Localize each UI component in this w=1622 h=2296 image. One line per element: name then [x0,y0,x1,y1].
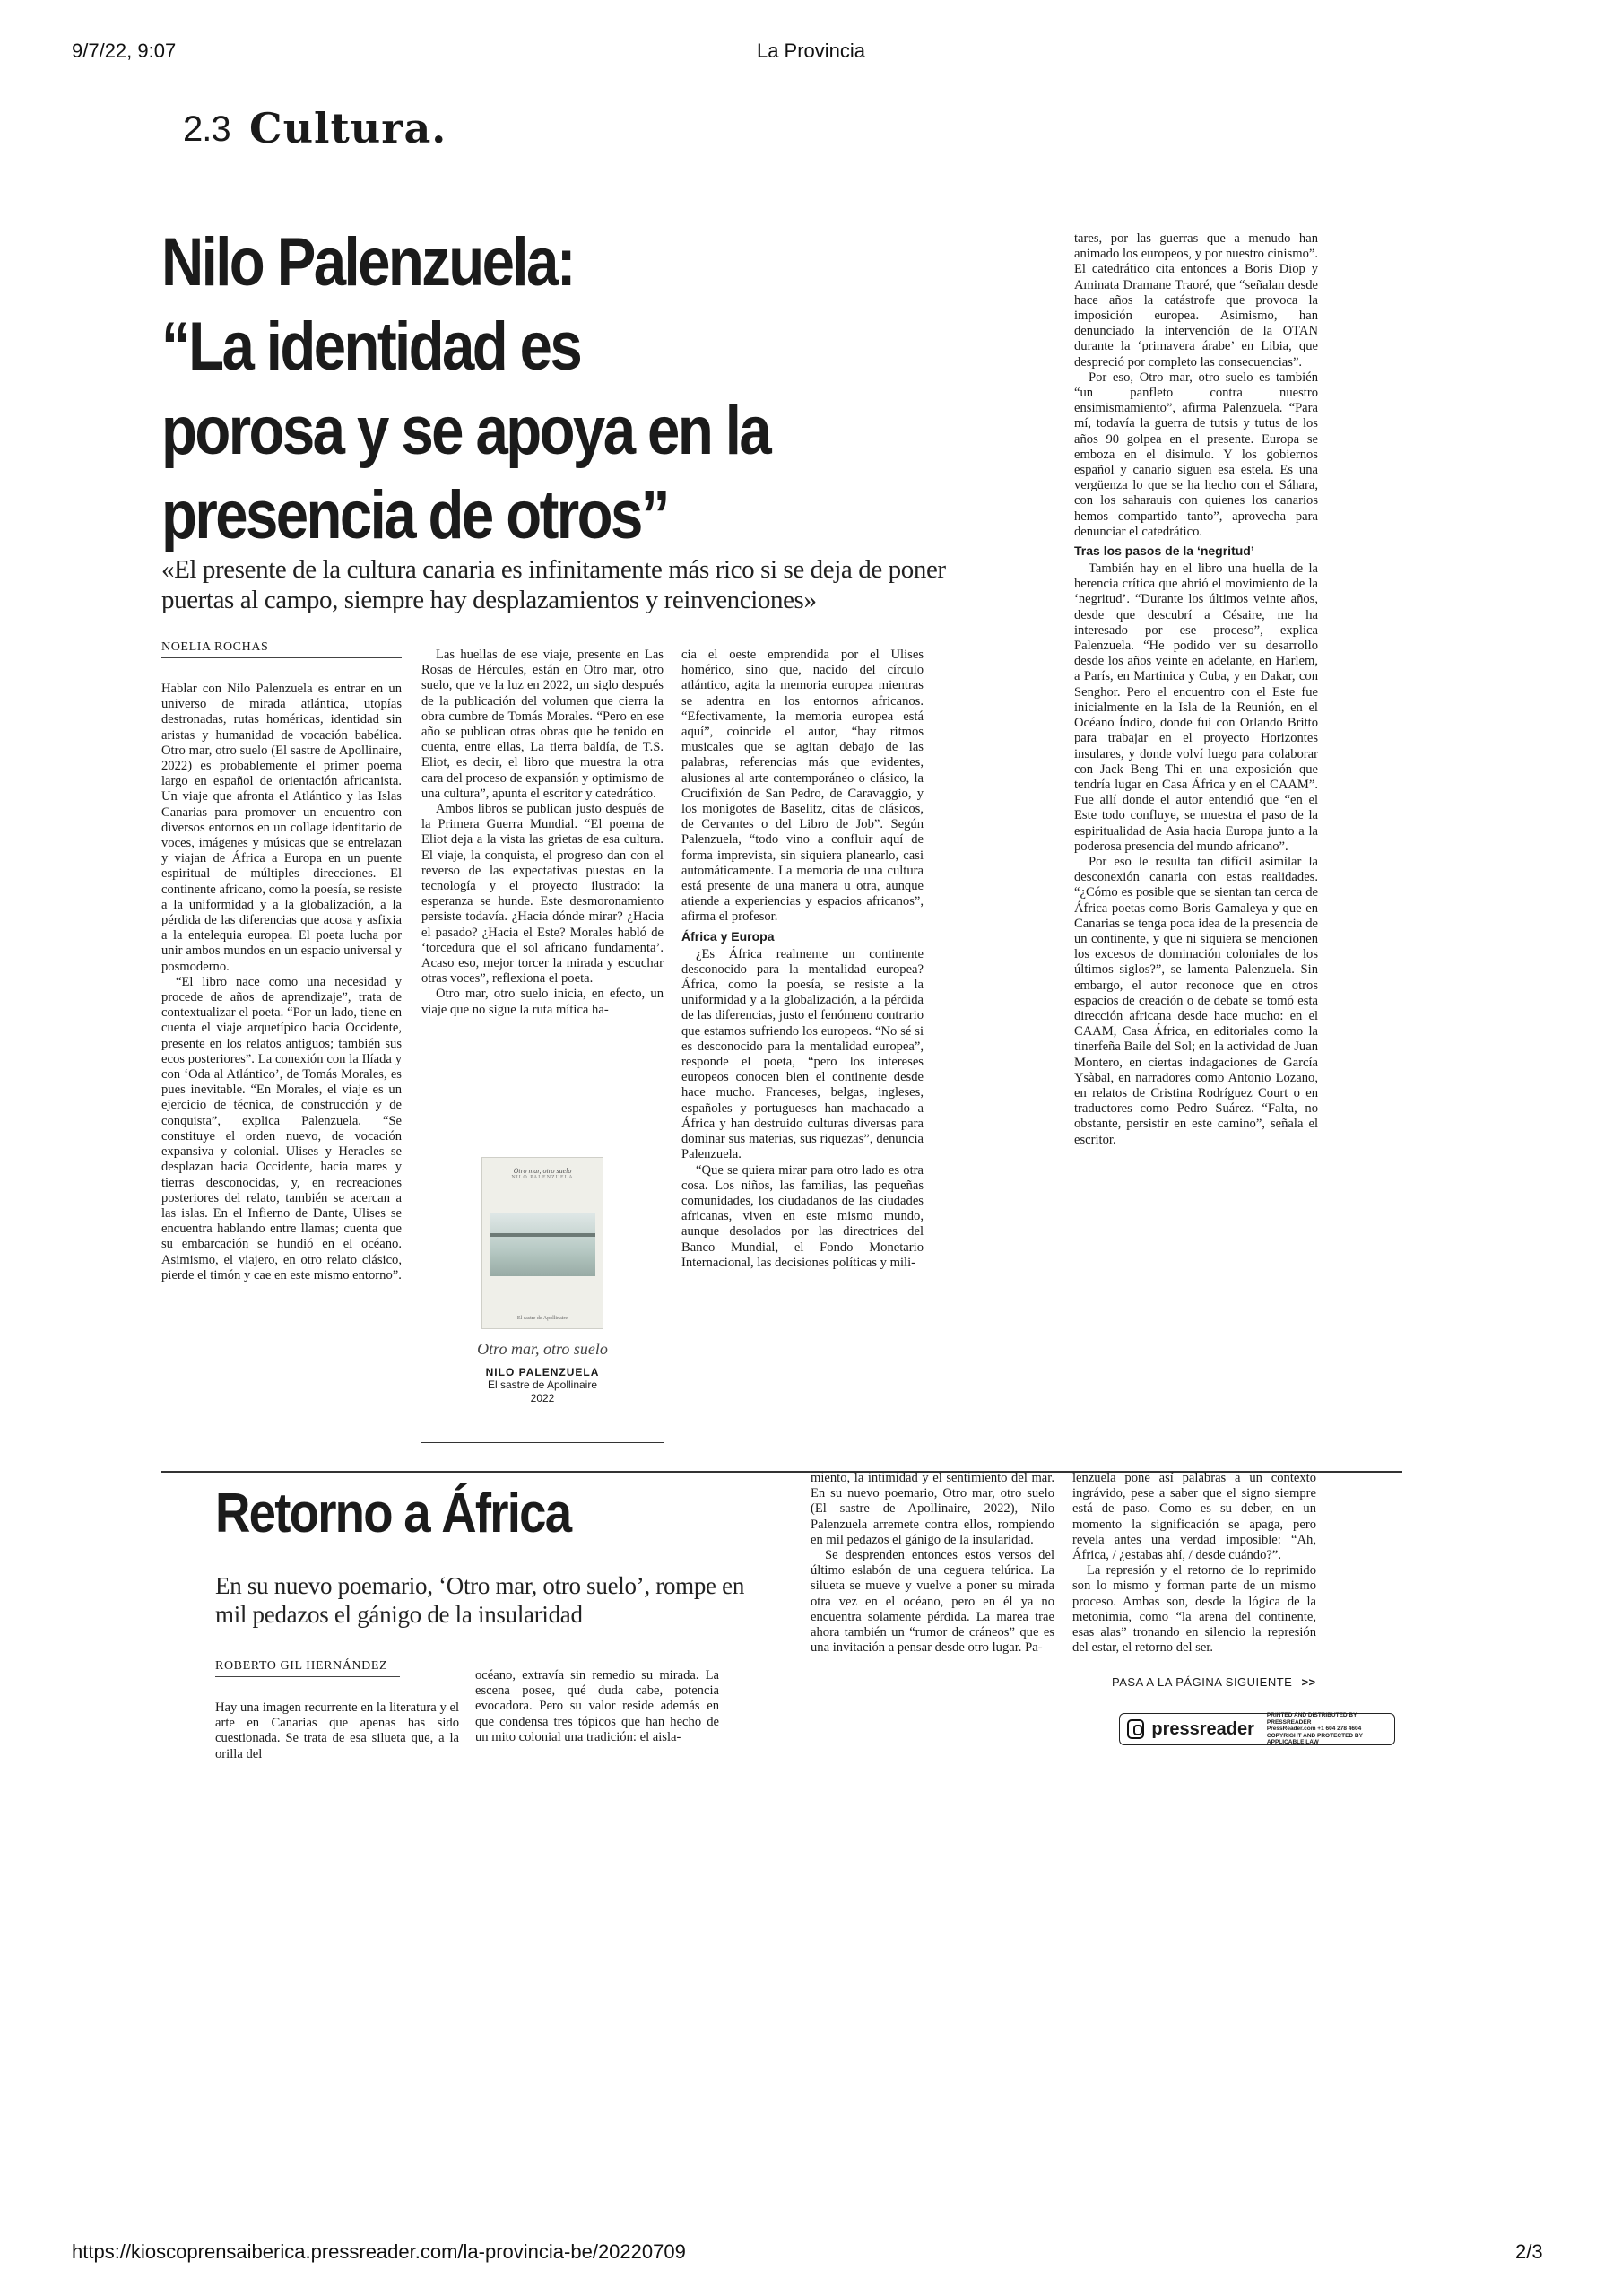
pressreader-logo-icon [1127,1719,1144,1739]
paragraph: Por eso le resulta tan difícil asimilar la desconexión canaria con estas realidades. “¿Cómo es posible que se sientan tan cerca de África poetas como Boris Gamaleya y que en Canarias se tenga poca idea de la presencia de un continente, y que ni siquiera se mencionen los excesos de dominación coloniales de los últimos siglos?”, se lamenta Palenzuela. Sin embargo, el autor reconoce que en otros espacios de creación o de debate se tomó esta dirección africana desde hace mucho: en el CAAM, Casa África, en editoriales como la tinerfeña Baile del Sol; en la actividad de Juan Montero, en ciertas indagaciones de García Ysàbal, en narradores como Antonio Lozano, en relatos de Cristina Rodríguez Court o en traductores como Pedro Suárez. “Falta, no obstante, persistir en este camino”, señala el escritor. [1074,854,1318,1147]
pressreader-fine-print [1267,1712,1394,1746]
paragraph: ¿Es África realmente un continente desconocido para la mentalidad europea? África, como la poesía, se resiste a la uniformidad y a la globalización, a la pérdida de las diferencias, justo el fenómeno contrario que estamos sufriendo los europeos. “No sé si es desconocido para la mentalidad europea”, responde el poeta, “pero los intereses europeos conocen bien el continente desde hace mucho. Franceses, belgas, ingleses, españoles y portugueses han machacado a África y han destruido culturas diversas para dominar sus materias, sus riquezas”, denuncia Palenzuela. [681,946,924,1162]
article2-column-4 [1072,1471,1316,1656]
pressreader-badge[interactable] [1119,1713,1395,1745]
paragraph: Hay una imagen recurrente en la literatura y el arte en Canarias que apenas has sido cuestionada. Se trata de esa silueta que, a la orilla del [215,1700,459,1761]
article2-column-1 [215,1700,459,1762]
book-cover-author: NILO PALENZUELA [511,1175,574,1180]
section-number: 2.3 [183,109,230,149]
print-url: https://kioscoprensaiberica.pressreader.com/la-provincia-be/20220709 [72,2240,686,2263]
paragraph: También hay en el libro una huella de la herencia crítica que abrió el movimiento de la ‘negritud’. “Durante los últimos veinte años, desde que descubrí a Césaire, me ha interesado por ese proceso”, explica Palenzuela. “He podido ver su desarrollo desde los años veinte en adelante, en Harlem, a París, en Martinica y Cuba, y en Dakar, con Senghor. Pero el encuentro con el Este fue inicialmente en la Isla de la Reunión, en el Océano Índico, donde fui con Orlando Britto para trabajar en el proyecto Horizontes insulares, y donde volví luego para colaborar con Jack Beng Thi en una exposición que tendría lugar en Casa África y en el CAAM”. Fue allí donde el autor entendió que “en el Este todo confluye, se muestra el paso de la espiritualidad de Asia hacia Europa junto a la poderosa presencia del mundo africano”. [1074,561,1318,854]
headline-line-4: presencia de otros” [161,477,668,553]
paragraph: La represión y el retorno de lo reprimido son lo mismo y forman parte de un mismo proceso. Ambas son, desde la lógica de la metonimia, como “la arena del continente, esas alas” tronando en silencio la represión del estar, el retorno del ser. [1072,1563,1316,1656]
divider [421,1442,664,1443]
fine-print-line: PRINTED AND DISTRIBUTED BY PRESSREADER [1266,1712,1357,1726]
print-datetime: 9/7/22, 9:07 [72,39,177,62]
book-cover-publisher: El sastre de Apollinaire [516,1316,568,1321]
headline-line-2: “La identidad es [161,309,581,385]
paragraph: Las huellas de ese viaje, presente en Las Rosas de Hércules, están en Otro mar, otro suelo, que ve la luz en 2022, un siglo después de la publicación del volumen que cierra la obra cumbre de Tomás Morales. “Pero en ese año se publican otras obras que he tenido en cuenta, entre ellas, La tierra baldía, de T.S. Eliot, es decir, el libro que muestra la otra cara del proceso de expansión y optimismo de una cultura”, apunta el escritor y catedrático. [421,648,664,801]
article2-column-3 [811,1471,1054,1656]
article-column-1 [161,682,402,1283]
paragraph: cia el oeste emprendida por el Ulises homérico, sino que, nacido del círculo atlántico, agita la memoria europea mientras se adentra en los entornos africanos. “Efectivamente, la memoria europea está aquí”, coincide el autor, “hay ritmos musicales que se agitan debajo de las palabras, referencias más que evidentes, alusiones al arte contemporáneo o clásico, la Crucifixión de San Pedro, de Caravaggio, y los monigotes de Baselitz, citas de clásicos, de Cervantes o del Libro de Job”. Según Palenzuela, “todo vino a confluir aquí de forma imprevista, sin siquiera planearlo, casi automáticamente. La memoria de una cultura está presente de una manera u otra, aunque atiende a experiencias y espacios africanos”, afirma el profesor. [681,648,924,925]
paragraph: “Que se quiera mirar para otro lado es otra cosa. Los niños, las familias, las pequeñas comunidades, los ciudadanos de las ciudades africanas, viven en este mismo mundo, aunque desolados por las directrices del Banco Mundial, el Fondo Monetario Internacional, las decisiones políticas y mili- [681,1162,924,1270]
article2-column-2 [475,1668,719,1745]
print-page-number: 2/3 [1515,2240,1543,2263]
print-site-title: La Provincia [756,39,866,62]
article-byline: NOELIA ROCHAS [161,640,402,658]
book-figure [421,1157,664,1405]
paragraph: océano, extravía sin remedio su mirada. La escena posee, qué duda cabe, potencia evocadora. Pero su valor reside además en que condensa tres tópicos que han hecho de un mito colonial una tradición: el aisla- [475,1668,719,1744]
fine-print-line: PressReader.com +1 604 278 4604 [1266,1726,1362,1733]
book-cover-sea [490,1213,595,1276]
book-cover-image [481,1157,603,1329]
book-caption-publisher: El sastre de Apollinaire [487,1378,598,1391]
paragraph: lenzuela pone así palabras a un contexto ingrávido, pese a saber que el signo siempre está de paso. Como es su deber, en un momento la significación se apaga, pero revela antes una verdad imposible: “Ah, África, / ¿estabas ahí, / desde cuándo?”. [1072,1471,1316,1563]
paragraph: Ambos libros se publican justo después de la Primera Guerra Mundial. “El poema de Eliot deja a la vista las grietas de esa cultura. El viaje, la conquista, el progreso dan con el reverso de las expectativas puestas en la tecnología y el proyecto ilustrado: la esperanza se hunde. Este desmoronamiento persiste todavía. ¿Hacia dónde mirar? ¿Hacia el pasado? ¿Hacia el Este? Morales habló de ‘torcedura que el sol africano fundamenta’. Acaso eso, mejor torcer la mirada y escuchar otras voces”, reflexiona el poeta. [421,802,664,987]
headline-line-1: Nilo Palenzuela: [161,224,574,300]
double-chevron-right-icon: >> [1301,1675,1316,1689]
continue-label: PASA A LA PÁGINA SIGUIENTE [1112,1675,1293,1689]
article2-headline: Retorno a África [215,1483,571,1544]
paragraph: Hablar con Nilo Palenzuela es entrar en un universo de mirada atlántica, utopías destronadas, rutas homéricas, identidad sin aristas y humanidad de vocación babélica. Otro mar, otro suelo (El sastre de Apollinaire, 2022) es probablemente el primer poema largo en español de orientación africanista. Un viaje que afronta el Atlántico y las Islas Canarias para promover un encuentro con diversos entornos en un collage identitario de voces, imágenes y músicas que se entrelazan y viajan de África a Europa en un puente espiritual de múltiples direcciones. El continente africano, como la poesía, se resiste a la uniformidad y a la globalización, a la pérdida de las diferencias que acosa y asfixia a la entelequia europea. El poeta lucha por unir ambos mundos en un espacio universal y posmoderno. [161,682,402,974]
article2-deck: En su nuevo poemario, ‘Otro mar, otro suelo’, rompe en mil pedazos el gánigo de la insularidad [215,1572,745,1628]
book-caption-title: Otro mar, otro suelo [477,1340,608,1358]
book-caption-author: NILO PALENZUELA [485,1366,600,1378]
section-name: Cultura. [249,104,447,152]
paragraph: “El libro nace como una necesidad y procede de años de aprendizaje”, trata de contextualizar el poeta. “Por un lado, tiene en cuenta el viaje arquetípico hacia Occidente, presente en los relatos antiguos; también sus ecos posteriores”. La conexión con la Ilíada y con ‘Oda al Atlántico’, de Tomás Morales, es pues inevitable. “En Morales, el viaje es un ejercicio de técnica, de construcción y de conquista”, explica Palenzuela. “Se constituye el orden nuevo, de vocación expansiva y colonial. Ulises y Heracles se desplazan hacia Occidente, hacia mares y tierras desconocidas, y, en recreaciones posteriores del relato, también se acercan a las islas. En el Infierno de Dante, Ulises se encuentra hablando entre llamas; cuenta que su embarcación se hundió en el océano. Asimismo, el viajero, en otro relato clásico, pierde el timón y cae en este mismo entorno”. [161,974,402,1283]
article-column-3 [681,648,924,1271]
pressreader-brand: pressreader [1151,1718,1254,1739]
paragraph: Otro mar, otro suelo inicia, en efecto, un viaje que no sigue la ruta mítica ha- [421,987,664,1017]
continue-link[interactable] [1112,1675,1316,1689]
fine-print-line: COPYRIGHT AND PROTECTED BY APPLICABLE LAW [1266,1732,1363,1746]
paragraph: tares, por las guerras que a menudo han animado los europeos, y por nuestro cinismo”. El catedrático cita entonces a Boris Diop y Aminata Dramane Traoré, que “señalan desde hace años la catástrofe que provoca la imposición europea. Asimismo, han denunciado la intervención de la OTAN durante la ‘primavera árabe’ en Libia, que despreció por completo las consecuencias”. [1074,231,1318,370]
article-column-4 [1074,231,1318,1148]
paragraph: Por eso, Otro mar, otro suelo es también “un panfleto contra nuestro ensimismamiento”, afirma Palenzuela. “Para mí, todavía la guerra de tutsis y tutus de los años 90 golpea en el presente. Europa se emboza en el disimulo. Y los gobiernos español y canario siguen esa estela. Es una vergüenza lo que se ha hecho con el Sáhara, con los saharauis con quienes los canarios hemos compartido tanto”, aprovecha para denunciar el catedrático. [1074,370,1318,539]
headline-line-3: porosa y se apoya en la [161,393,770,469]
article-headline [161,221,917,558]
subhead-africa-europa: África y Europa [681,928,775,944]
book-cover-title: Otro mar, otro suelo [513,1167,572,1175]
subhead-negritud: Tras los pasos de la ‘negritud’ [1074,544,1254,559]
book-caption-year: 2022 [530,1392,555,1405]
article-column-2 [421,648,664,1018]
paragraph: Se desprenden entonces estos versos del último eslabón de una ceguera telúrica. La silueta se mueve y vuelve a poner su mirada otra vez en el océano, pero en él ya no encuentra solamente pérdida. La marea trae ahora también un “rumor de cráneos” que es una invitación a pensar desde otro lugar. Pa- [811,1548,1054,1656]
book-cover-bridge [490,1233,595,1237]
article2-byline: ROBERTO GIL HERNÁNDEZ [215,1659,400,1677]
paragraph: miento, la intimidad y el sentimiento del mar. En su nuevo poemario, Otro mar, otro suelo (El sastre de Apollinaire, 2022), Nilo Palenzuela arremete contra ellos, rompiendo en mil pedazos el gánigo de la insularidad. [811,1471,1054,1547]
article-deck: «El presente de la cultura canaria es infinitamente más rico si se deja de poner puertas al campo, siempre hay desplazamientos y reinvenciones» [161,555,946,614]
